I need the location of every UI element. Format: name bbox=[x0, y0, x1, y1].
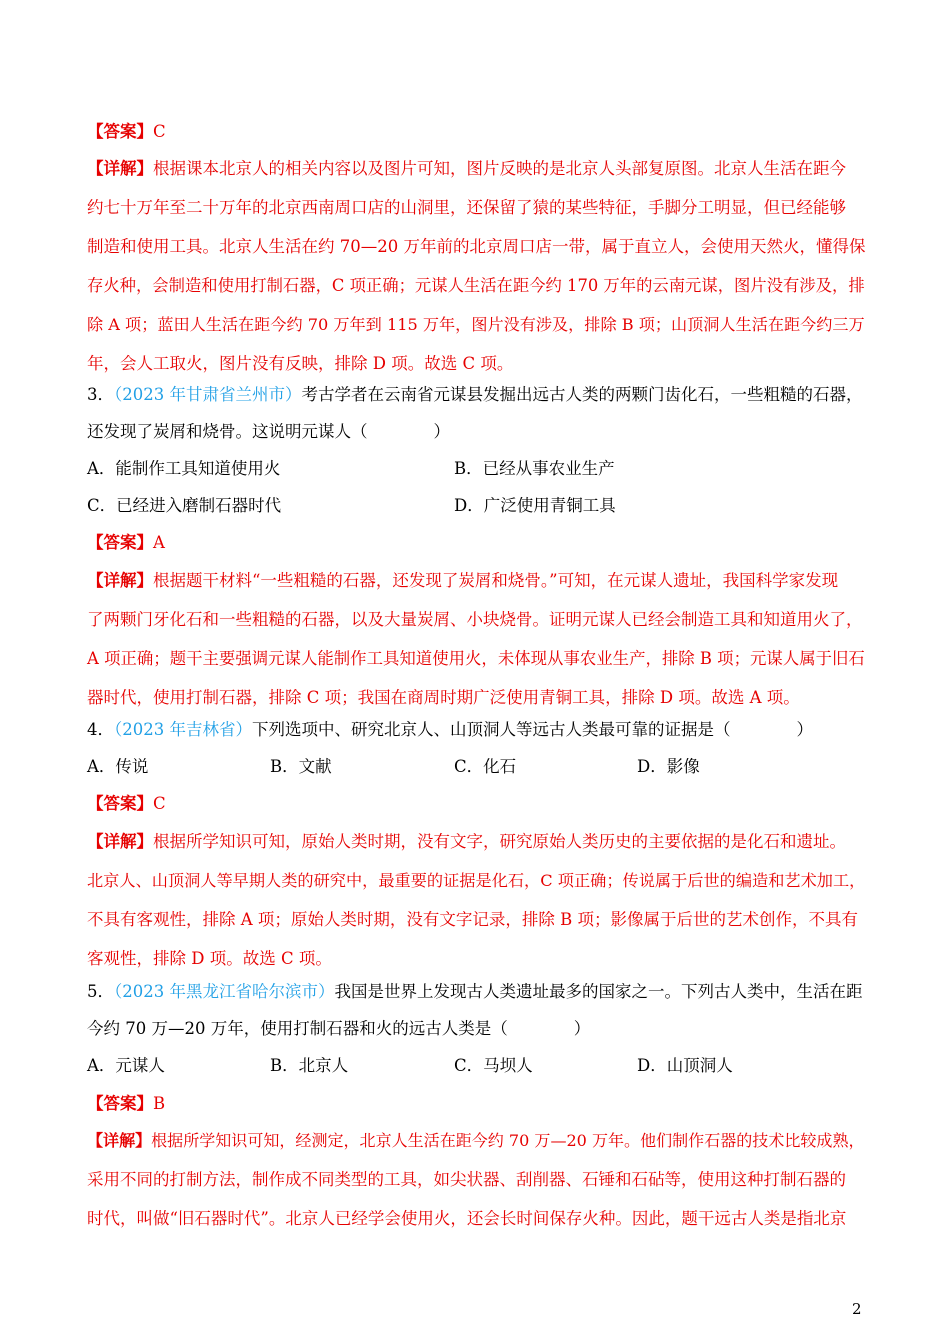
q2-detail-line-3: 制造和使用工具。北京人生活在约 70—20 万年前的北京周口店一带，属于直立人，会使用天然火，懂得保 bbox=[87, 237, 866, 256]
q3-answer-value: A bbox=[153, 533, 165, 552]
q4-detail-line-3: 不具有客观性，排除 A 项；原始人类时期，没有文字记录，排除 B 项；影像属于后世的艺术创作，不具有 bbox=[87, 910, 859, 929]
q3-detail-line-2: 了两颗门牙化石和一些粗糙的石器，以及大量炭屑、小块烧骨。证明元谋人已经会制造工具和知道用火了， bbox=[87, 610, 863, 629]
q5-stem-text-1: 我国是世界上发现古人类遗址最多的国家之一。下列古人类中，生活在距 bbox=[334, 982, 863, 1001]
q4-option-c: C．化石 bbox=[454, 757, 517, 776]
answer-label: 【答案】 bbox=[87, 533, 153, 552]
q3-source: （2023 年甘肃省兰州市） bbox=[114, 385, 302, 404]
q5-option-b: B．北京人 bbox=[270, 1056, 349, 1075]
q5-stem-line-2: 今约 70 万—20 万年，使用打制石器和火的远古人类是（ ） bbox=[87, 1019, 591, 1038]
q4-number: 4． bbox=[87, 720, 114, 739]
q4-stem-line-1 bbox=[87, 718, 813, 742]
q4-answer-line bbox=[87, 792, 166, 816]
q3-detail-line-3: A 项正确；题干主要强调元谋人能制作工具知道使用火，未体现从事农业生产，排除 B 项；元谋人属于旧石 bbox=[87, 649, 865, 668]
q3-option-c: C．已经进入磨制石器时代 bbox=[87, 496, 282, 515]
q4-answer-value: C bbox=[153, 794, 166, 813]
q4-option-d: D．影像 bbox=[637, 757, 700, 776]
q3-option-d: D．广泛使用青铜工具 bbox=[454, 496, 616, 515]
q5-option-c: C．马坝人 bbox=[454, 1056, 533, 1075]
q4-stem-text-1: 下列选项中、研究北京人、山顶洞人等远古人类最可靠的证据是（ ） bbox=[252, 720, 813, 739]
q3-detail-text-1: 根据题干材料“一些粗糙的石器，还发现了炭屑和烧骨。”可知，在元谋人遗址，我国科学家发现 bbox=[153, 571, 839, 590]
q3-detail-line-4: 器时代，使用打制石器，排除 C 项；我国在商周时期广泛使用青铜工具，排除 D 项。故选 A 项。 bbox=[87, 688, 800, 707]
q3-stem-line-2: 还发现了炭屑和烧骨。这说明元谋人（ ） bbox=[87, 422, 450, 441]
q4-option-b: B．文献 bbox=[270, 757, 332, 776]
q5-answer-line bbox=[87, 1092, 165, 1116]
q2-detail-line-1 bbox=[87, 157, 846, 181]
q4-detail-line-2: 北京人、山顶洞人等早期人类的研究中，最重要的证据是化石，C 项正确；传说属于后世的编造和艺术加工， bbox=[87, 871, 866, 890]
q5-option-a: A．元谋人 bbox=[87, 1056, 165, 1075]
q4-option-a: A．传说 bbox=[87, 757, 149, 776]
answer-label: 【答案】 bbox=[87, 794, 153, 813]
q3-option-b: B．已经从事农业生产 bbox=[454, 459, 615, 478]
q5-detail-line-3: 时代，叫做“旧石器时代”。北京人已经学会使用火，还会长时间保存火种。因此，题干远古人类是指北京 bbox=[87, 1209, 847, 1228]
detail-label: 【详解】 bbox=[87, 832, 153, 851]
q3-option-a: A．能制作工具知道使用火 bbox=[87, 459, 281, 478]
q2-answer-value: C bbox=[153, 122, 166, 141]
q5-stem-line-1 bbox=[87, 980, 863, 1004]
detail-label: 【详解】 bbox=[87, 159, 153, 178]
q2-detail-line-4: 存火种，会制造和使用打制石器，C 项正确；元谋人生活在距今约 170 万年的云南元谋，图片没有涉及，排 bbox=[87, 276, 865, 295]
answer-label: 【答案】 bbox=[87, 1094, 153, 1113]
q5-detail-line-1 bbox=[87, 1129, 865, 1153]
q4-detail-line-1 bbox=[87, 830, 846, 854]
q5-source: （2023 年黑龙江省哈尔滨市） bbox=[114, 982, 335, 1001]
answer-label: 【答案】 bbox=[87, 122, 153, 141]
q5-number: 5． bbox=[87, 982, 114, 1001]
detail-label: 【详解】 bbox=[87, 571, 153, 590]
q4-source: （2023 年吉林省） bbox=[114, 720, 252, 739]
q5-answer-value: B bbox=[153, 1094, 166, 1113]
q3-stem-text-1: 考古学者在云南省元谋县发掘出远古人类的两颗门齿化石，一些粗糙的石器， bbox=[301, 385, 863, 404]
q5-detail-text-1: 根据所学知识可知，经测定，北京人生活在距今约 70 万—20 万年。他们制作石器的技术比较成熟， bbox=[151, 1131, 865, 1150]
q4-detail-text-1: 根据所学知识可知，原始人类时期，没有文字，研究原始人类历史的主要依据的是化石和遗址。 bbox=[153, 832, 846, 851]
q3-detail-line-1 bbox=[87, 569, 838, 593]
detail-label: 【详解】 bbox=[87, 1131, 152, 1150]
q3-answer-line bbox=[87, 531, 165, 555]
q3-number: 3． bbox=[87, 385, 114, 404]
q2-detail-line-5: 除 A 项；蓝田人生活在距今约 70 万年到 115 万年，图片没有涉及，排除 B 项；山顶洞人生活在距今约三万 bbox=[87, 315, 865, 334]
q2-detail-line-2: 约七十万年至二十万年的北京西南周口店的山洞里，还保留了猿的某些特征，手脚分工明显，但已经能够 bbox=[87, 198, 846, 217]
q4-detail-line-4: 客观性，排除 D 项。故选 C 项。 bbox=[87, 949, 332, 968]
q5-detail-line-2: 采用不同的打制方法，制作成不同类型的工具，如尖状器、刮削器、石锤和石砧等，使用这种打制石器的 bbox=[87, 1170, 846, 1189]
q2-detail-text-1: 根据课本北京人的相关内容以及图片可知，图片反映的是北京人头部复原图。北京人生活在距今 bbox=[153, 159, 846, 178]
page-number: 2 bbox=[852, 1300, 862, 1318]
q5-option-d: D．山顶洞人 bbox=[637, 1056, 733, 1075]
q2-detail-line-6: 年，会人工取火，图片没有反映，排除 D 项。故选 C 项。 bbox=[87, 354, 514, 373]
q2-answer-line bbox=[87, 120, 166, 144]
q3-stem-line-1 bbox=[87, 383, 863, 407]
